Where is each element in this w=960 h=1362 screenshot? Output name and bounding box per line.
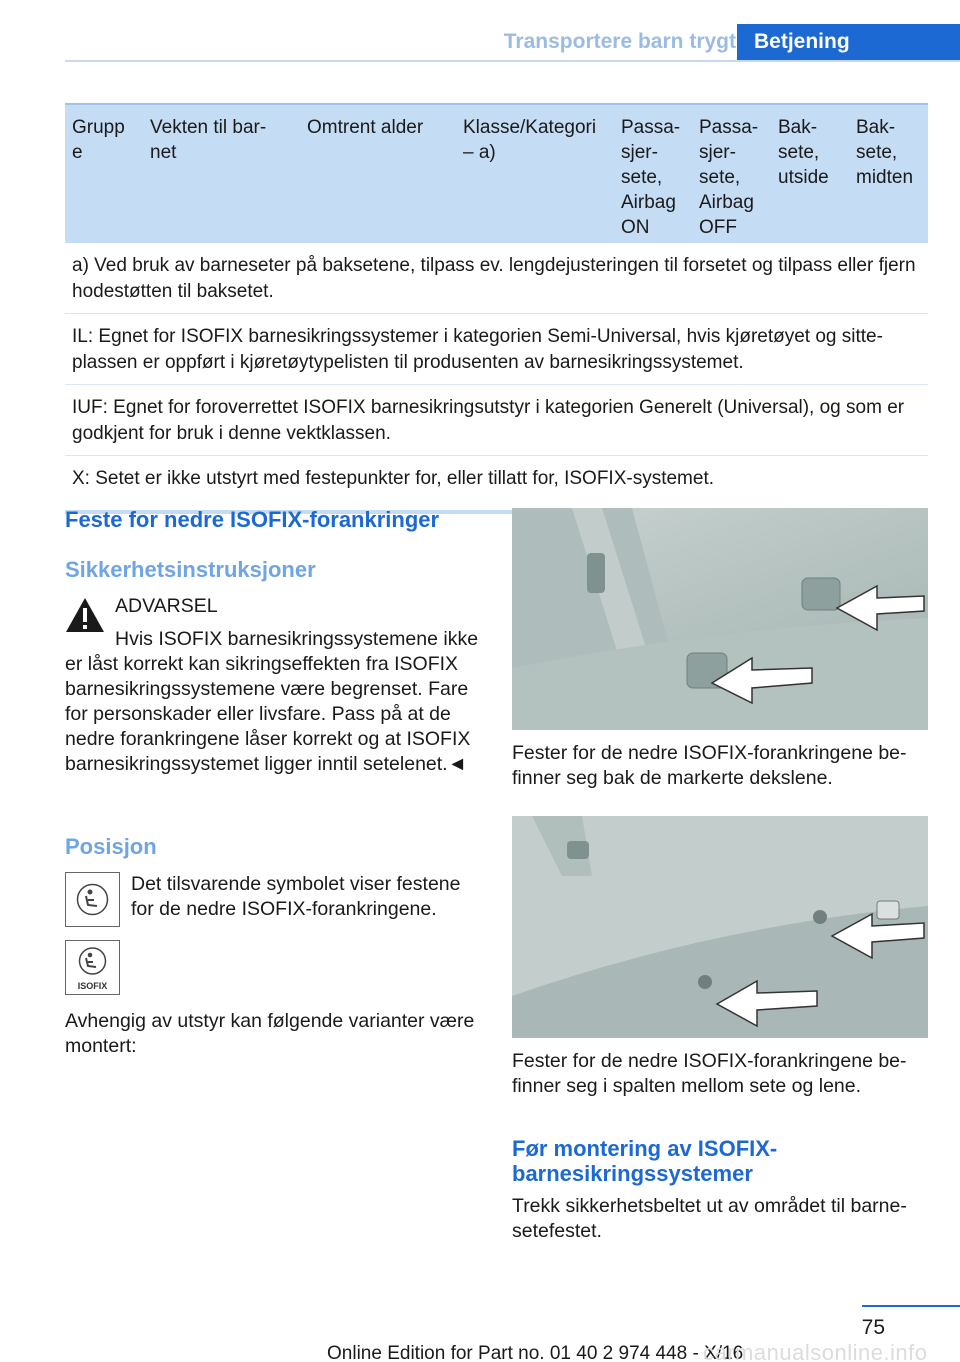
warning-text: Hvis ISOFIX barnesikringssystemene ikke er låst korrekt kan sikringseffekten fra ISOFIX barnesikringssystemene være begrenset. Fare for personskader eller livsfare. Pass på at de nedre forankringene låser korrekt og at ISOFIX barnesikringssystemet ligger inntil setelenet.◄ xyxy=(65,628,479,775)
photo-caption-2: Fester for de nedre ISOFIX-forankringene befinner seg i spalten mellom sete og lene. xyxy=(512,1050,907,1097)
variants-text: Avhengig av utstyr kan følgende varianter være montert: xyxy=(65,1010,475,1057)
isofix-label-symbol xyxy=(65,940,120,995)
header-rule xyxy=(65,60,960,62)
seat-photo-covers xyxy=(512,508,928,730)
col-header-class: Klasse/Kategori – a) xyxy=(463,117,597,163)
isofix-table xyxy=(65,103,928,514)
seat-illustration xyxy=(512,508,928,730)
watermark: carmanualsonline.info xyxy=(703,1340,928,1362)
col-header-weight: Vekten til bar- net xyxy=(150,117,267,163)
page-number: 75 xyxy=(861,1316,885,1339)
table-note: a) Ved bruk av barneseter på baksetene, tilpass ev. lengdejusteringen til forsetet og tilpass eller fjern hodestøtten til baksetet. xyxy=(65,243,928,314)
running-header-chapter: Betjening xyxy=(737,24,960,62)
col-header-passenger-airbag-off: Passa- sjer- sete, Airbag OFF xyxy=(699,117,759,238)
child-seat-icon xyxy=(66,941,119,981)
position-text: Det tilsvarende symbolet viser festene for de nedre ISOFIX-forankringene. xyxy=(131,873,461,920)
edition-text: Online Edition for Part no. 01 40 2 974 448 - X/16 xyxy=(327,1343,744,1362)
position-heading: Posisjon xyxy=(65,834,157,859)
col-header-passenger-airbag-on: Passa- sjer- sete, Airbag ON xyxy=(621,117,681,238)
safety-heading: Sikkerhetsinstruksjoner xyxy=(65,557,316,582)
col-header-age: Omtrent alder xyxy=(307,117,424,138)
col-header-rear-outer: Bak- sete, utside xyxy=(778,117,829,188)
photo-caption-1: Fester for de nedre ISOFIX-forankringene befinner seg bak de markerte dekslene. xyxy=(512,742,907,789)
table-note: IUF: Egnet for foroverrettet ISOFIX barnesikringsutstyr i kategorien Generelt (Universal), og som er godkjent for bruk i denne vektklassen. xyxy=(65,385,928,456)
seat-illustration xyxy=(512,816,928,1038)
child-seat-icon xyxy=(66,873,119,926)
table-note: IL: Egnet for ISOFIX barnesikringssystemer i kategorien Semi-Universal, hvis kjøretøyet og sitteplassen er oppført i kjøretøytypelisten til produsenten av barnesikringssystemet. xyxy=(65,314,928,385)
footer-rule xyxy=(862,1305,960,1307)
table-note: X: Setet er ikke utstyrt med festepunkter for, eller tillatt for, ISOFIX-systemet. xyxy=(72,468,715,489)
section-heading: Feste for nedre ISOFIX-forankringer xyxy=(65,507,440,532)
before-mounting-text: Trekk sikkerhetsbeltet ut av området til barnesetefestet. xyxy=(512,1195,907,1242)
col-header-group: Grupp e xyxy=(72,117,125,163)
col-header-rear-middle: Bak- sete, midten xyxy=(856,117,914,188)
seat-photo-gap xyxy=(512,816,928,1038)
running-header-section: Transportere barn trygt xyxy=(503,30,736,53)
before-mounting-heading: Før montering av ISOFIX-barnesikringssystemer xyxy=(512,1136,778,1186)
isofix-anchor-symbol xyxy=(65,872,120,927)
table-header xyxy=(65,103,928,243)
isofix-label: ISOFIX xyxy=(77,981,108,991)
warning-label: ADVARSEL xyxy=(115,595,218,617)
